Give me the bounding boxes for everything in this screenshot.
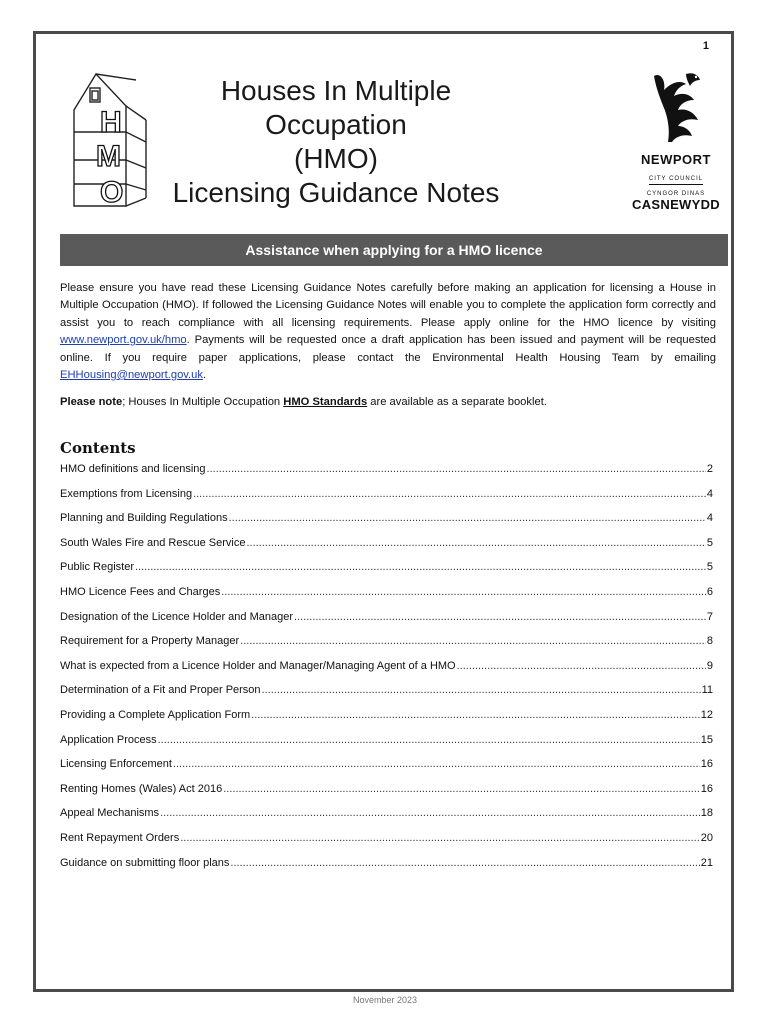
toc-leader bbox=[193, 486, 706, 502]
page-frame bbox=[33, 31, 734, 992]
toc-entry-title: What is expected from a Licence Holder and Manager/Managing Agent of a HMO bbox=[60, 659, 456, 672]
toc-entry-title: Determination of a Fit and Proper Person bbox=[60, 684, 261, 697]
document-title bbox=[156, 74, 516, 210]
toc-entry-page: 5 bbox=[706, 561, 713, 574]
title-line-1: Houses In Multiple Occupation bbox=[220, 75, 452, 140]
toc-entry-page: 16 bbox=[700, 758, 713, 771]
toc-entry-title: Appeal Mechanisms bbox=[60, 807, 160, 820]
toc-entry-page: 12 bbox=[700, 708, 713, 721]
toc-entry-title: Exemptions from Licensing bbox=[60, 487, 193, 500]
toc-entry-title: Rent Repayment Orders bbox=[60, 831, 180, 844]
toc-entry-page: 9 bbox=[706, 659, 713, 672]
note-text-2: are available as a separate booklet. bbox=[367, 396, 547, 408]
toc-entry[interactable] bbox=[60, 830, 713, 855]
toc-entry-title: Renting Homes (Wales) Act 2016 bbox=[60, 782, 223, 795]
toc-entry[interactable] bbox=[60, 535, 713, 560]
intro-text-3: . bbox=[202, 369, 207, 382]
toc-entry-page: 15 bbox=[700, 733, 713, 746]
toc-entry-page: 4 bbox=[706, 512, 713, 525]
toc-entry-page: 21 bbox=[700, 856, 713, 869]
toc-entry[interactable] bbox=[60, 609, 713, 634]
toc-leader bbox=[262, 682, 701, 698]
email-link[interactable]: EHHousing@newport.gov.uk bbox=[60, 369, 203, 382]
toc-entry-title: Planning and Building Regulations bbox=[60, 512, 228, 525]
title-line-2: (HMO) bbox=[294, 143, 378, 174]
toc-entry-page: 16 bbox=[700, 782, 713, 795]
toc-entry-title: Guidance on submitting floor plans bbox=[60, 856, 230, 869]
toc-entry-page: 8 bbox=[706, 635, 713, 648]
toc-leader bbox=[251, 707, 700, 723]
toc-leader bbox=[135, 559, 706, 575]
council-welsh-subtitle: CYNGOR DINAS bbox=[646, 191, 706, 197]
council-subtitle: CITY COUNCIL bbox=[649, 176, 703, 185]
toc-leader bbox=[246, 535, 705, 551]
toc-leader bbox=[180, 830, 700, 846]
toc-entry-title: HMO definitions and licensing bbox=[60, 463, 206, 475]
council-name: NEWPORT bbox=[641, 152, 711, 167]
toc-entry-title: Providing a Complete Application Form bbox=[60, 708, 251, 721]
toc-entry-title: Designation of the Licence Holder and Manager bbox=[60, 610, 293, 623]
toc-entry[interactable] bbox=[60, 559, 713, 584]
logo-letter-h: H bbox=[100, 106, 122, 139]
toc-leader bbox=[294, 609, 706, 625]
toc-leader bbox=[160, 805, 700, 821]
intro-text-1: Please ensure you have read these Licensing Guidance Notes carefully before making an application for licensing a House in Multiple Occupation (HMO). If followed the Licensing Guidance Notes will enable you to complete the application form correctly and assist you to reach compliance with all licensing requirements. Please apply online for the HMO licence by visiting bbox=[60, 282, 716, 329]
toc-leader bbox=[229, 510, 706, 526]
logo-letter-o: O bbox=[100, 176, 124, 209]
toc-entry-page: 2 bbox=[706, 463, 713, 475]
intro-text-2: . Payments will be requested once a draft application has been issued and payment will be requested online. If you require paper applications, please contact the Environmental Health Housing Team by emailing bbox=[60, 334, 716, 364]
section-banner: Assistance when applying for a HMO licence bbox=[60, 234, 728, 266]
newport-council-logo bbox=[626, 70, 726, 212]
toc-leader bbox=[173, 756, 700, 772]
toc-entry[interactable] bbox=[60, 781, 713, 806]
contents-heading: Contents bbox=[60, 439, 136, 457]
toc-leader bbox=[240, 633, 706, 649]
toc-leader bbox=[158, 732, 700, 748]
toc-entry[interactable] bbox=[60, 658, 713, 683]
footer-date: November 2023 bbox=[352, 995, 418, 1005]
toc-entry[interactable] bbox=[60, 805, 713, 830]
toc-entry-page: 18 bbox=[700, 807, 713, 820]
toc-entry[interactable] bbox=[60, 855, 713, 880]
council-welsh-name: CASNEWYDD bbox=[632, 197, 720, 212]
toc-leader bbox=[207, 461, 706, 477]
toc-entry[interactable] bbox=[60, 682, 713, 707]
toc-entry[interactable] bbox=[60, 756, 713, 781]
toc-entry[interactable] bbox=[60, 584, 713, 609]
toc-entry-page: 4 bbox=[706, 487, 713, 500]
dragon-emblem-icon bbox=[646, 70, 706, 146]
toc-entry-title: Licensing Enforcement bbox=[60, 758, 172, 771]
table-of-contents bbox=[60, 461, 713, 879]
toc-entry-title: South Wales Fire and Rescue Service bbox=[60, 536, 246, 549]
toc-entry-title: Application Process bbox=[60, 733, 157, 746]
toc-entry[interactable] bbox=[60, 633, 713, 658]
note-paragraph bbox=[60, 394, 716, 411]
toc-entry[interactable] bbox=[60, 510, 713, 535]
toc-leader bbox=[221, 584, 706, 600]
toc-entry-title: Public Register bbox=[60, 561, 134, 574]
toc-entry-title: Requirement for a Property Manager bbox=[60, 635, 240, 648]
toc-entry-page: 20 bbox=[700, 831, 713, 844]
logo-letter-m: M bbox=[96, 140, 121, 173]
toc-entry-page: 6 bbox=[706, 585, 713, 598]
toc-entry-page: 5 bbox=[706, 536, 713, 549]
hmo-house-logo bbox=[66, 70, 152, 215]
toc-leader bbox=[223, 781, 700, 797]
toc-leader bbox=[230, 855, 699, 871]
toc-entry[interactable] bbox=[60, 486, 713, 511]
toc-leader bbox=[457, 658, 706, 674]
page-number: 1 bbox=[702, 40, 709, 52]
toc-entry[interactable] bbox=[60, 461, 713, 486]
toc-entry[interactable] bbox=[60, 732, 713, 757]
title-line-3: Licensing Guidance Notes bbox=[172, 177, 500, 208]
intro-paragraph bbox=[60, 280, 716, 384]
toc-entry-page: 11 bbox=[701, 684, 713, 697]
note-label: Please note bbox=[60, 396, 123, 408]
toc-entry-title: HMO Licence Fees and Charges bbox=[60, 585, 221, 598]
hmo-website-link[interactable]: www.newport.gov.uk/hmo bbox=[60, 334, 187, 347]
note-text-1: ; Houses In Multiple Occupation bbox=[122, 396, 284, 408]
toc-entry-page: 7 bbox=[706, 610, 713, 623]
toc-entry[interactable] bbox=[60, 707, 713, 732]
hmo-standards-emphasis: HMO Standards bbox=[283, 396, 368, 408]
